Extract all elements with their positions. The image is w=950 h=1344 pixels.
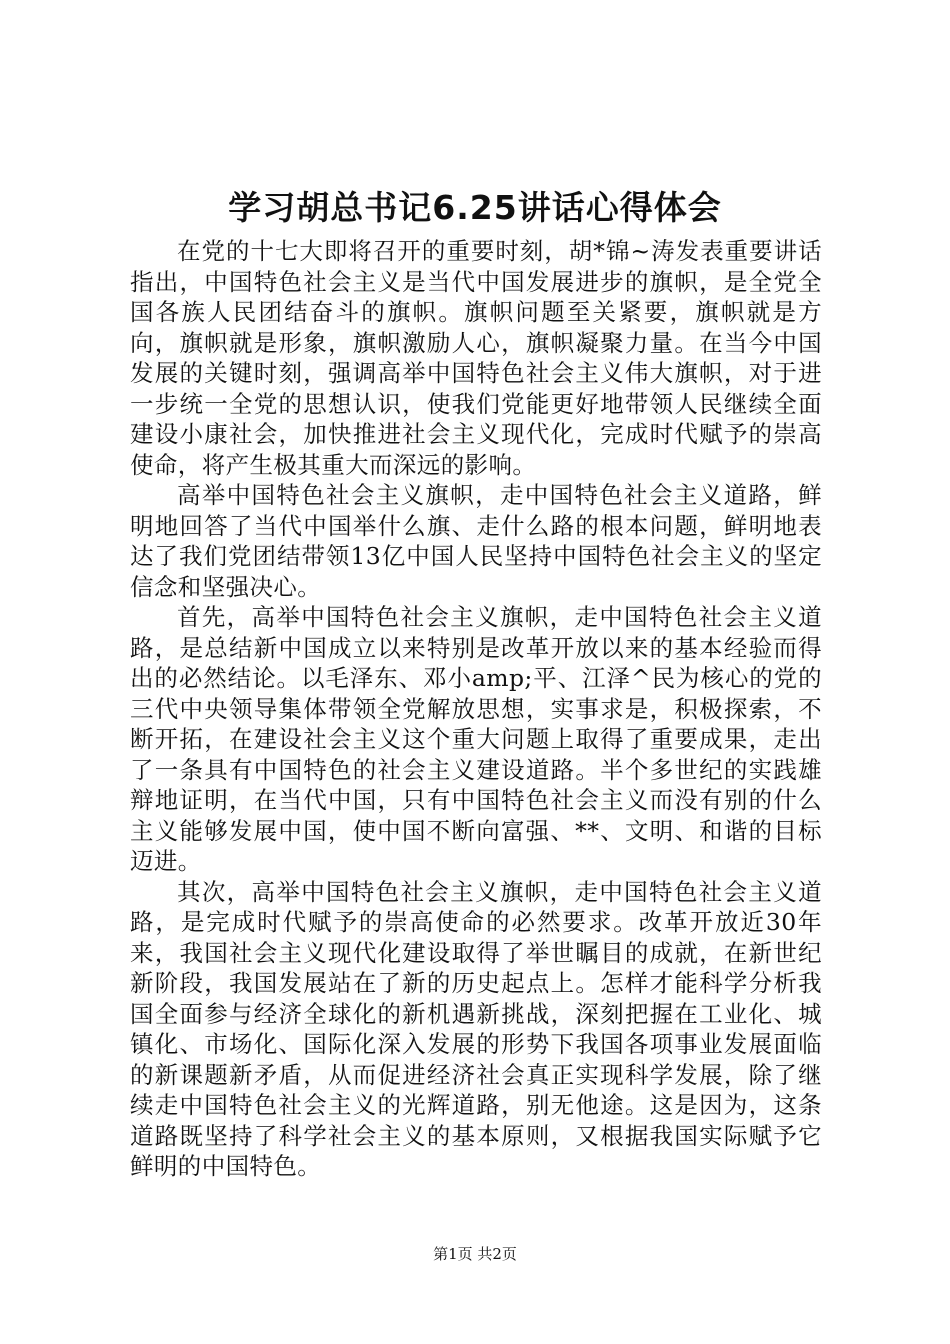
paragraph-1: 在党的十七大即将召开的重要时刻，胡*锦~涛发表重要讲话指出，中国特色社会主义是当代中国发展进步的旗帜，是全党全国各族人民团结奋斗的旗帜。旗帜问题至关紧要，旗帜就是方向，旗帜就是形象，旗帜激励人心，旗帜凝聚力量。在当今中国发展的关键时刻，强调高举中国特色社会主义伟大旗帜，对于进一步统一全党的思想认识，使我们党能更好地带领人民继续全面建设小康社会，加快推进社会主义现代化，完成时代赋予的崇高使命，将产生极其重大而深远的影响。 bbox=[130, 237, 822, 479]
paragraph-2: 高举中国特色社会主义旗帜，走中国特色社会主义道路，鲜明地回答了当代中国举什么旗、走什么路的根本问题，鲜明地表达了我们党团结带领13亿中国人民坚持中国特色社会主义的坚定信念和坚强决心。 bbox=[130, 481, 822, 601]
paragraph-3: 首先，高举中国特色社会主义旗帜，走中国特色社会主义道路，是总结新中国成立以来特别是改革开放以来的基本经验而得出的必然结论。以毛泽东、邓小amp;平、江泽^民为核心的党的三代中央领导集体带领全党解放思想，实事求是，积极探索，不断开拓，在建设社会主义这个重大问题上取得了重要成果，走出了一条具有中国特色的社会主义建设道路。半个多世纪的实践雄辩地证明，在当代中国，只有中国特色社会主义而没有别的什么主义能够发展中国，使中国不断向富强、**、文明、和谐的目标迈进。 bbox=[130, 603, 822, 875]
document-body bbox=[130, 236, 822, 1182]
document-title: 学习胡总书记6.25讲话心得体会 bbox=[228, 188, 722, 227]
paragraph-4: 其次，高举中国特色社会主义旗帜，走中国特色社会主义道路，是完成时代赋予的崇高使命的必然要求。改革开放近30年来，我国社会主义现代化建设取得了举世瞩目的成就，在新世纪新阶段，我国发展站在了新的历史起点上。怎样才能科学分析我国全面参与经济全球化的新机遇新挑战，深刻把握在工业化、城镇化、市场化、国际化深入发展的形势下我国各项事业发展面临的新课题新矛盾，从而促进经济社会真正实现科学发展，除了继续走中国特色社会主义的光辉道路，别无他途。这是因为，这条道路既坚持了科学社会主义的基本原则，又根据我国实际赋予它鲜明的中国特色。 bbox=[130, 877, 822, 1180]
page-number-footer: 第1页 共2页 bbox=[433, 1245, 517, 1263]
